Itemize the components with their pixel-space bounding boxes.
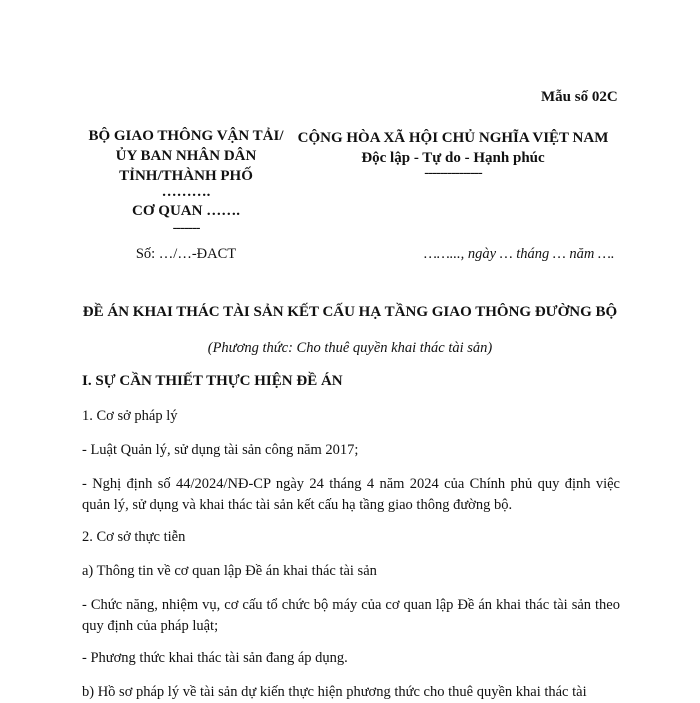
ministry-line-3: TỈNH/THÀNH PHỐ xyxy=(119,168,253,184)
form-code: Mẫu số 02C xyxy=(541,89,618,105)
paragraph-agency-info: a) Thông tin về cơ quan lập Đề án khai thác tài sản xyxy=(82,563,377,579)
country-name: CỘNG HÒA XÃ HỘI CHỦ NGHĨA VIỆT NAM xyxy=(297,130,609,146)
ministry-line-1: BỘ GIAO THÔNG VẬN TẢI/ xyxy=(88,128,284,144)
national-motto: Độc lập - Tự do - Hạnh phúc xyxy=(361,150,545,166)
document-number: Số: …/…-ĐACT xyxy=(135,246,237,262)
paragraph-practical-basis: 2. Cơ sở thực tiễn xyxy=(82,529,186,545)
paragraph-functions: - Chức năng, nhiệm vụ, cơ cấu tổ chức bộ máy của cơ quan lập Đề án khai thác tài sản theo quy định của pháp luật; xyxy=(82,597,620,634)
date-line: ……..., ngày … tháng … năm …. xyxy=(424,246,615,262)
agency-name: CƠ QUAN ……. xyxy=(132,203,240,219)
section-heading: I. SỰ CẦN THIẾT THỰC HIỆN ĐỀ ÁN xyxy=(82,373,343,389)
ministry-line-2: ỦY BAN NHÂN DÂN xyxy=(115,148,257,164)
paragraph-asset-docs: b) Hồ sơ pháp lý về tài sản dự kiến thực hiện phương thức cho thuê quyền khai thác tài xyxy=(82,684,587,700)
paragraph-decree: - Nghị định số 44/2024/NĐ-CP ngày 24 tháng 4 năm 2024 của Chính phủ quy định việc quản lý, sử dụng và khai thác tài sản kết cấu hạ tầng giao thông đường bộ. xyxy=(82,476,620,513)
right-header-rule: --------------- xyxy=(424,165,482,181)
paragraph-legal-basis: 1. Cơ sở pháp lý xyxy=(82,408,178,424)
document-subtitle: (Phương thức: Cho thuê quyền khai thác tài sản) xyxy=(207,340,493,356)
document-title: ĐỀ ÁN KHAI THÁC TÀI SẢN KẾT CẤU HẠ TẦNG GIAO THÔNG ĐƯỜNG BỘ xyxy=(82,304,618,320)
left-header-rule: ------- xyxy=(172,220,200,236)
ministry-dots: ………. xyxy=(161,184,211,200)
paragraph-method: - Phương thức khai thác tài sản đang áp dụng. xyxy=(82,650,348,666)
paragraph-law: - Luật Quản lý, sử dụng tài sản công năm 2017; xyxy=(82,442,359,458)
